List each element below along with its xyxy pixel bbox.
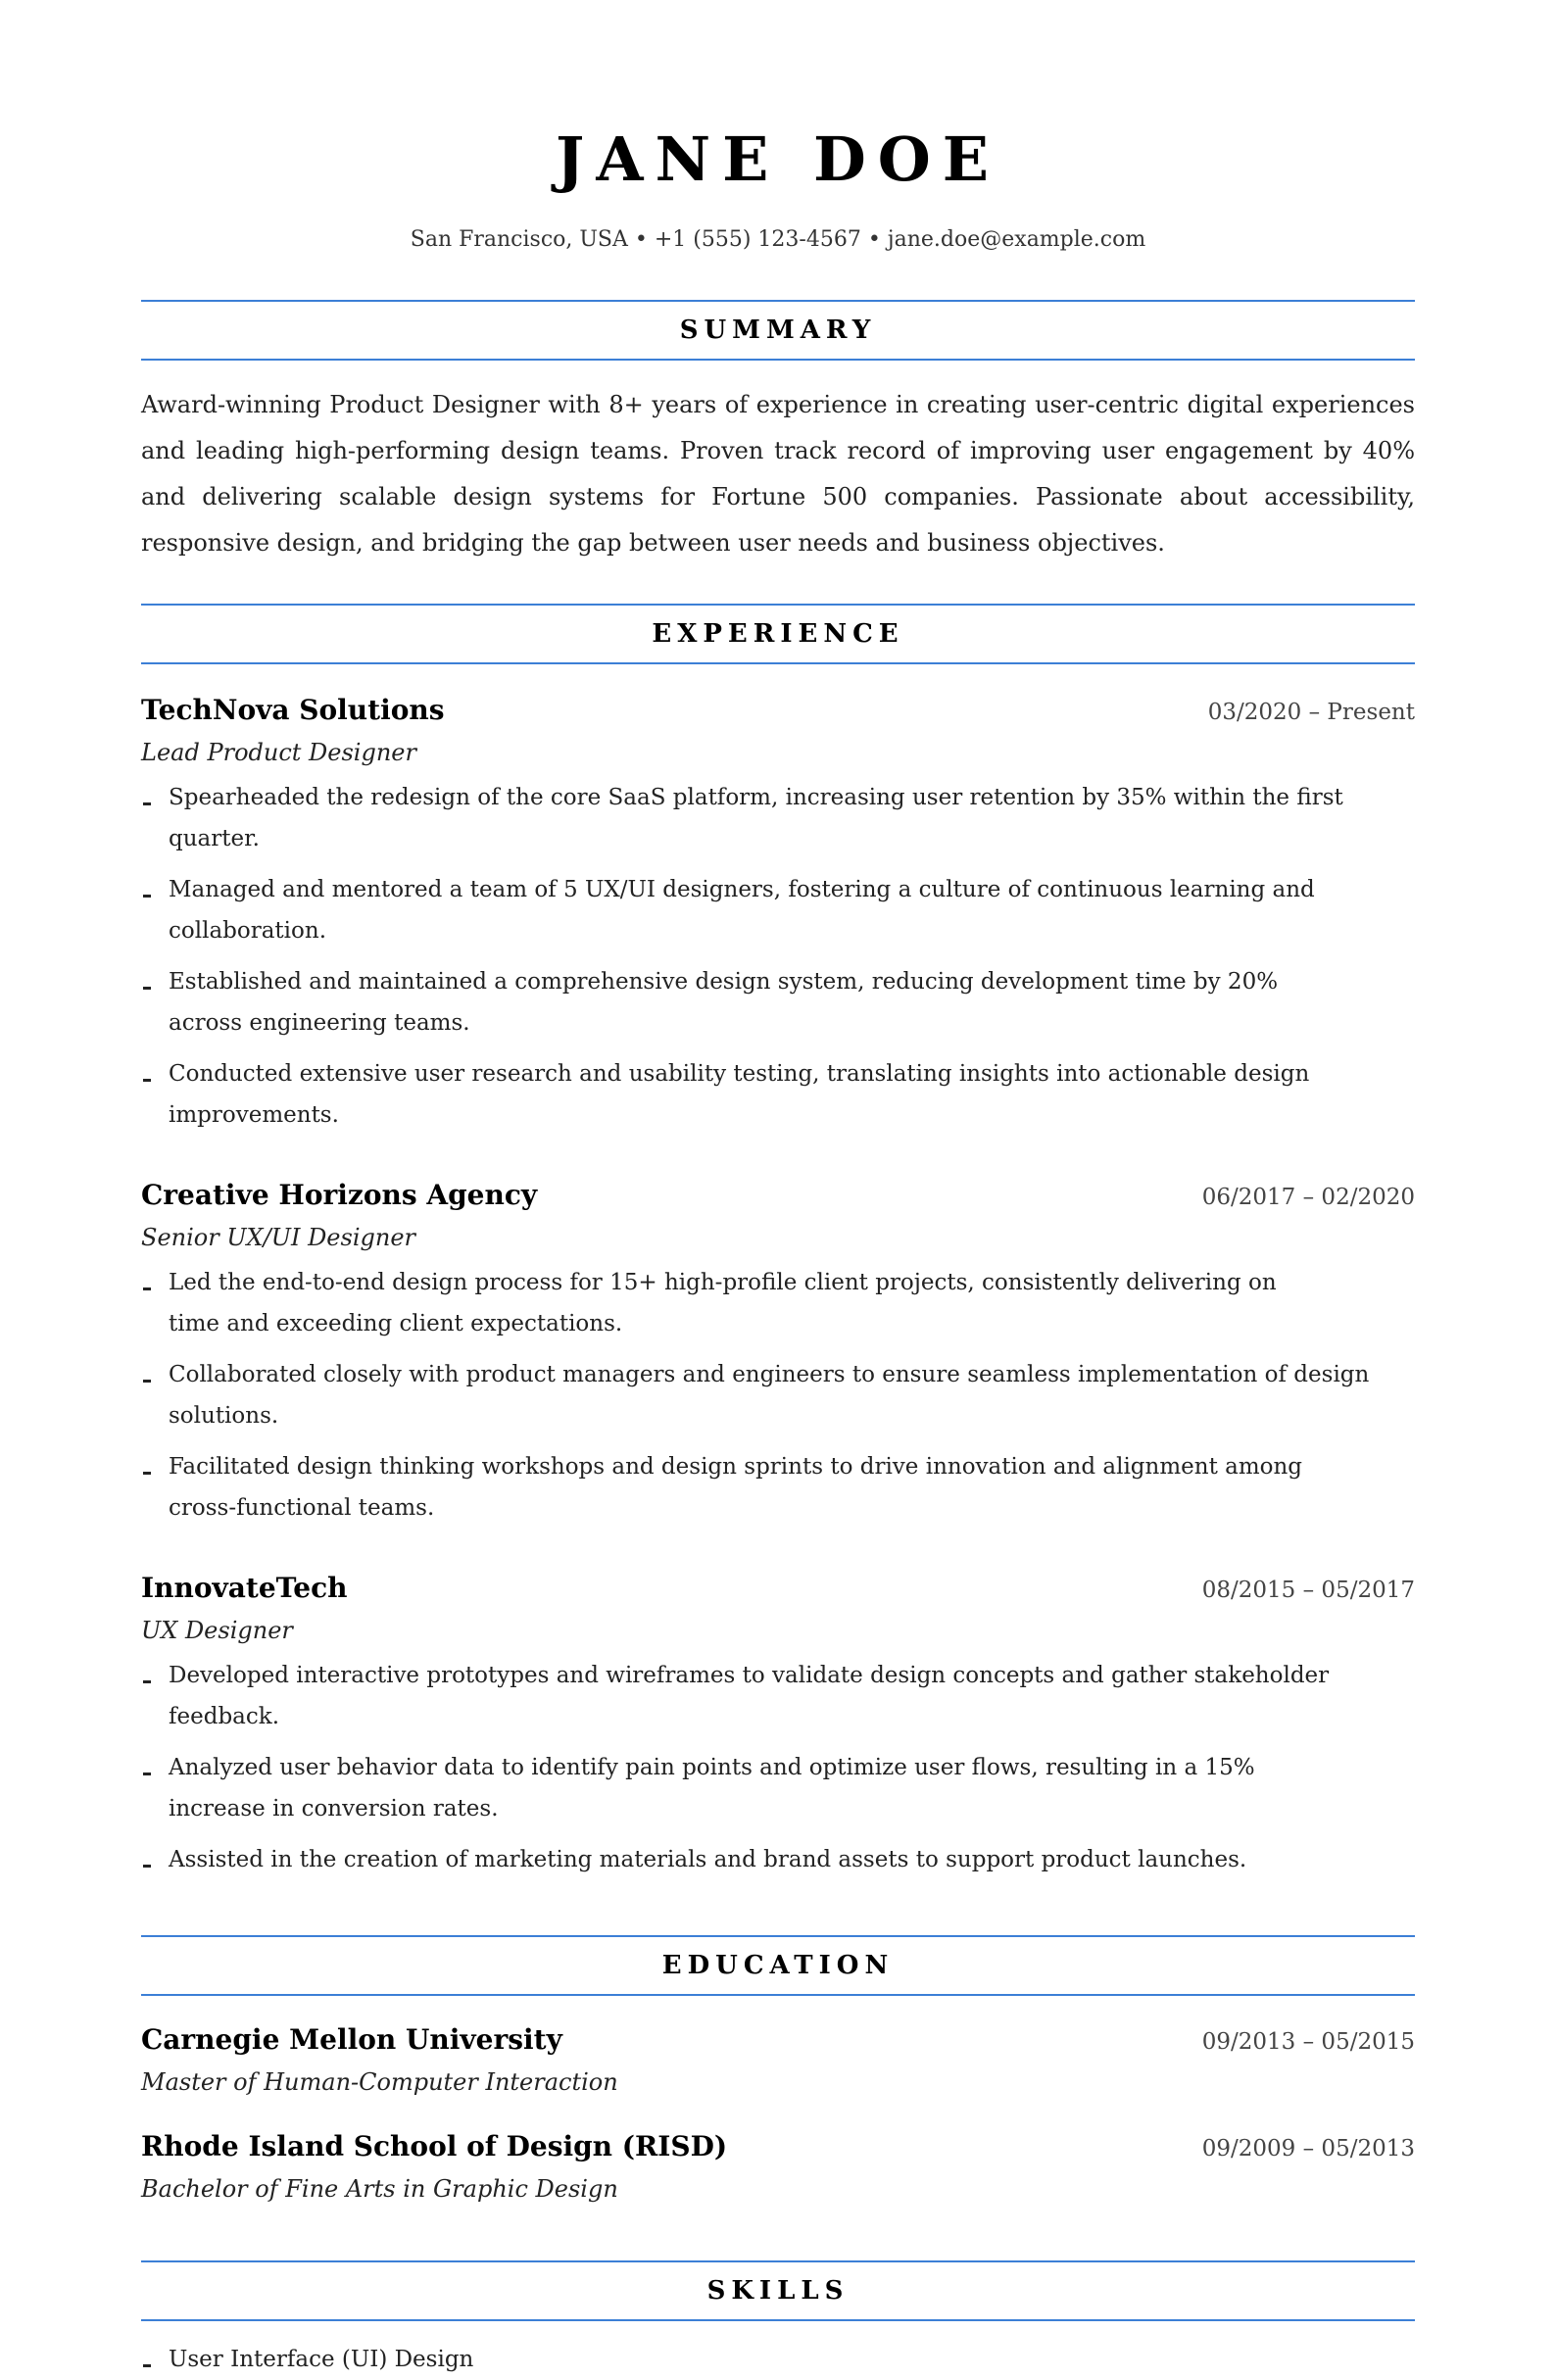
- bullet-item: Led the end-to-end design process for 15+ high-profile client projects, consistently delivering on time and exceeding client expectations.: [141, 1262, 1415, 1344]
- school-dates: 09/2013 – 05/2015: [1201, 2029, 1415, 2055]
- candidate-name: JANE DOE: [556, 123, 1000, 195]
- degree: Master of Human-Computer Interaction: [141, 2068, 618, 2096]
- school-entry: [141, 2021, 1415, 2099]
- bullet-item: Spearheaded the redesign of the core SaaS platform, increasing user retention by 35% within the first quarter.: [141, 777, 1415, 859]
- degree: Bachelor of Fine Arts in Graphic Design: [141, 2175, 618, 2203]
- bullet-item: Conducted extensive user research and usability testing, translating insights into actionable design improvements.: [141, 1053, 1415, 1136]
- experience-heading: EXPERIENCE: [141, 604, 1415, 664]
- bullet-item: Analyzed user behavior data to identify pain points and optimize user flows, resulting in a 15% increase in conversion rates.: [141, 1747, 1415, 1829]
- school-name: Carnegie Mellon University: [141, 2023, 562, 2056]
- summary-heading: SUMMARY: [141, 300, 1415, 361]
- job-header: [141, 1177, 1415, 1216]
- job-bullets: [141, 777, 1415, 1136]
- bullet-item: Managed and mentored a team of 5 UX/UI designers, fostering a culture of continuous learning and collaboration.: [141, 869, 1415, 951]
- summary-section: [141, 300, 1415, 566]
- job-header: [141, 692, 1415, 731]
- bullet-item: Assisted in the creation of marketing materials and brand assets to support product launches.: [141, 1839, 1415, 1880]
- job-bullets: [141, 1262, 1415, 1529]
- job-entry: [141, 1177, 1415, 1529]
- job-header: [141, 1570, 1415, 1609]
- job-dates: 08/2015 – 05/2017: [1201, 1578, 1415, 1603]
- bullet-item: Collaborated closely with product managers and engineers to ensure seamless implementation of design solutions.: [141, 1354, 1415, 1436]
- skill-item: User Interface (UI) Design: [141, 2339, 1415, 2380]
- skills-list: [141, 2339, 1415, 2380]
- school-name: Rhode Island School of Design (RISD): [141, 2130, 728, 2162]
- skills-heading: SKILLS: [141, 2260, 1415, 2321]
- job-role: Senior UX/UI Designer: [141, 1224, 415, 1251]
- bullet-item: Facilitated design thinking workshops and design sprints to drive innovation and alignment among cross-functional teams.: [141, 1446, 1415, 1529]
- bullet-item: Developed interactive prototypes and wireframes to validate design concepts and gather stakeholder feedback.: [141, 1655, 1415, 1737]
- contact-line: San Francisco, USA • +1 (555) 123-4567 • jane.doe@example.com: [410, 227, 1146, 252]
- school-header: [141, 2021, 1415, 2061]
- school-header: [141, 2128, 1415, 2167]
- job-bullets: [141, 1655, 1415, 1880]
- job-entry: [141, 1570, 1415, 1880]
- bullet-item: Established and maintained a comprehensive design system, reducing development time by 20% across engineering teams.: [141, 961, 1415, 1044]
- job-dates: 06/2017 – 02/2020: [1201, 1185, 1415, 1210]
- job-dates: 03/2020 – Present: [1207, 700, 1415, 725]
- skills-section: [141, 2260, 1415, 2380]
- education-heading: EDUCATION: [141, 1935, 1415, 1996]
- job-role: UX Designer: [141, 1617, 293, 1644]
- school-entry: [141, 2128, 1415, 2206]
- company-name: TechNova Solutions: [141, 694, 445, 726]
- company-name: InnovateTech: [141, 1572, 348, 1604]
- experience-section: [141, 604, 1415, 1880]
- company-name: Creative Horizons Agency: [141, 1179, 538, 1211]
- education-section: [141, 1935, 1415, 2206]
- job-entry: [141, 692, 1415, 1136]
- job-role: Lead Product Designer: [141, 739, 416, 766]
- summary-text: Award-winning Product Designer with 8+ years of experience in creating user-centric digital experiences and leading high-performing design teams. Proven track record of improving user engagement by 40% and delivering scalable design systems for Fortune 500 companies. Passionate about accessibility, responsive design, and bridging the gap between user needs and business objectives.: [141, 391, 1415, 557]
- school-dates: 09/2009 – 05/2013: [1201, 2136, 1415, 2161]
